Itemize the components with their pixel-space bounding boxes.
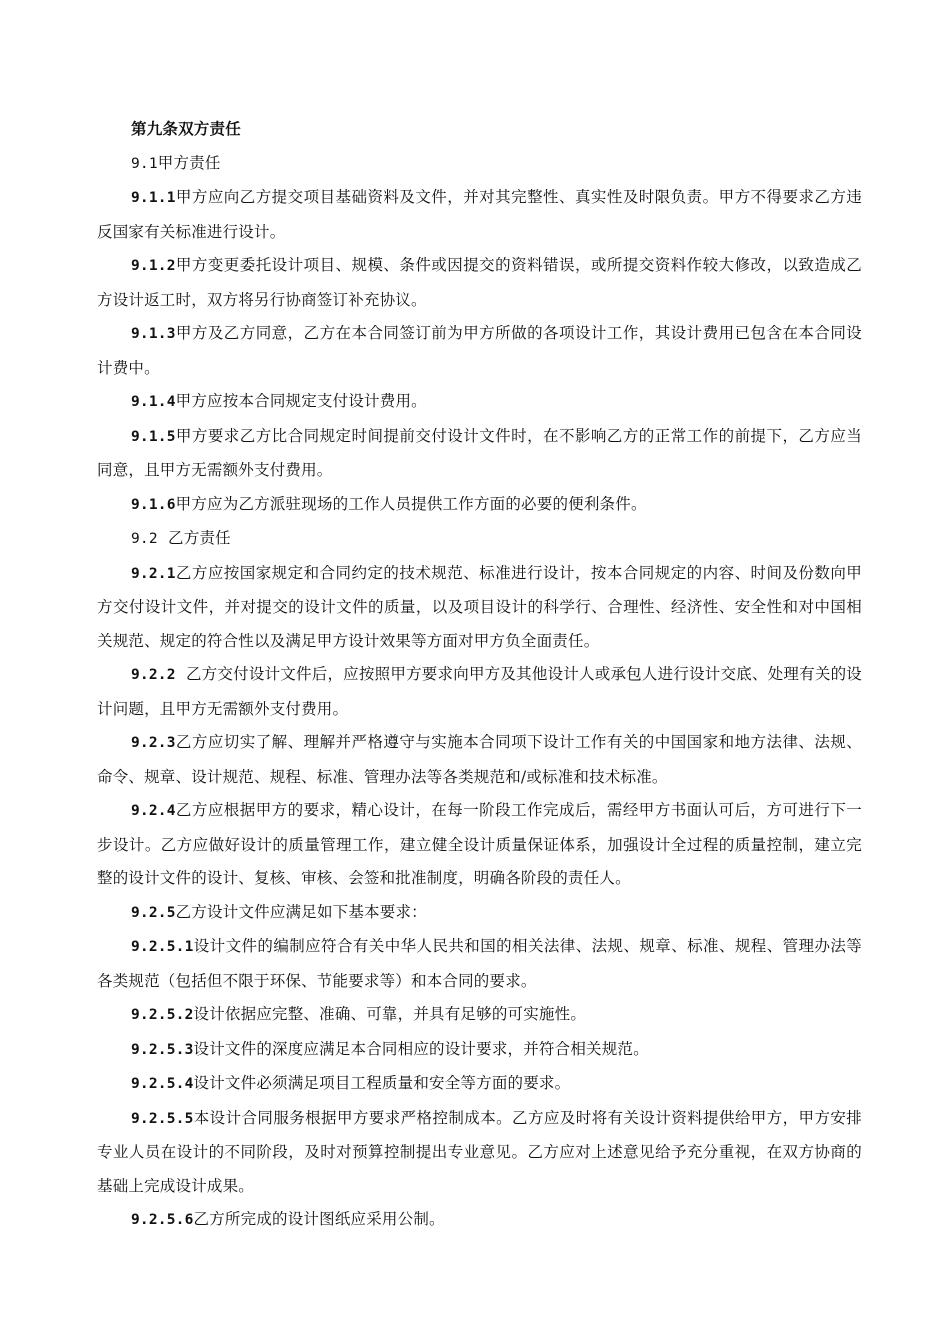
clause-number: 9.1.2	[131, 258, 176, 274]
clause-paragraph	[97, 249, 862, 317]
clause-number: 9.2.5	[131, 904, 176, 921]
clause-paragraph	[97, 1203, 862, 1238]
clause-number: 9.2.5.6	[131, 1212, 194, 1228]
clause-paragraph	[97, 658, 862, 726]
clause-number: 9.2.5.4	[131, 1076, 194, 1092]
clause-text: 设计文件的深度应满足本合同相应的设计要求，并符合相关规范。	[193, 1039, 649, 1058]
clause-paragraph	[97, 488, 862, 523]
clause-number: 9.2.5.2	[131, 1007, 194, 1023]
clause-paragraph	[97, 147, 862, 182]
clause-paragraph	[97, 557, 862, 659]
clause-text: 设计依据应完整、准确、可靠，并具有足够的可实施性。	[193, 1005, 587, 1023]
clause-paragraph	[97, 420, 862, 488]
section-heading: 第九条双方责任	[131, 120, 241, 138]
clause-number: 9.1.3	[131, 326, 176, 342]
clause-paragraph	[97, 317, 862, 385]
clause-text: 甲方变更委托设计项目、规模、条件或因提交的资料错误，或所提交资料作较大修改，以致造成乙方设计返工时，双方将另行协商签订补充协议。	[97, 256, 862, 309]
clause-paragraph	[97, 1102, 862, 1204]
clause-paragraph	[97, 385, 862, 420]
clause-paragraph	[97, 726, 862, 794]
clause-text: 甲方应向乙方提交项目基础资料及文件，并对其完整性、真实性及时限负责。甲方不得要求乙方违反国家有关标准进行设计。	[97, 188, 862, 241]
clause-paragraph	[97, 1033, 862, 1068]
clause-text: 乙方应根据甲方的要求，精心设计，在每一阶段工作完成后，需经甲方书面认可后，方可进行下一步设计。乙方应做好设计的质量管理工作，建立健全设计质量保证体系，加强设计全过程的质量控制，建立完整的设计文件的设计、复核、审核、会签和批准制度，明确各阶段的责任人。	[97, 801, 862, 887]
clause-text: 乙方应切实了解、理解并严格遵守与实施本合同项下设计工作有关的中国国家和地方法律、法规、命令、规章、设计规范、规程、标准、管理办法等各类规范和/或标准和技术标准。	[97, 733, 862, 786]
clause-text: 设计文件必须满足项目工程质量和安全等方面的要求。	[193, 1074, 571, 1092]
clause-text: 乙方责任	[157, 529, 231, 547]
clause-number: 9.2.5.1	[131, 939, 194, 955]
clause-paragraph	[97, 930, 862, 998]
clause-text: 甲方责任	[157, 153, 221, 172]
clause-text: 甲方应为乙方派驻现场的工作人员提供工作方面的必要的便利条件。	[175, 494, 647, 513]
clause-number: 9.1	[131, 155, 158, 172]
clause-text: 乙方设计文件应满足如下基本要求：	[175, 902, 427, 921]
clause-text: 设计文件的编制应符合有关中华人民共和国的相关法律、法规、规章、标准、规程、管理办法等各类规范（包括但不限于环保、节能要求等）和本合同的要求。	[97, 937, 862, 990]
clause-number: 9.2.5.3	[131, 1041, 194, 1058]
clause-number: 9.2.5.5	[131, 1110, 194, 1127]
clause-paragraph	[97, 998, 862, 1033]
clause-paragraph	[97, 181, 862, 249]
clause-text: 乙方交付设计文件后，应按照甲方要求向甲方及其他设计人或承包人进行设计交底、处理有关的设计问题，且甲方无需额外支付费用。	[97, 665, 862, 718]
clause-number: 9.1.5	[131, 428, 176, 445]
clause-paragraph	[97, 794, 862, 896]
clause-number: 9.2.4	[131, 803, 176, 819]
document-body	[97, 113, 862, 1238]
clause-number: 9.2	[131, 531, 158, 547]
clause-number: 9.1.6	[131, 496, 176, 513]
clause-number: 9.2.2	[131, 667, 176, 683]
clause-number: 9.1.1	[131, 190, 176, 206]
clause-paragraph	[97, 1067, 862, 1102]
clause-text: 甲方及乙方同意，乙方在本合同签订前为甲方所做的各项设计工作，其设计费用已包含在本合同设计费中。	[97, 324, 862, 377]
clause-number: 9.1.4	[131, 394, 176, 410]
clause-paragraph	[97, 896, 862, 931]
clause-paragraph	[97, 522, 862, 557]
clause-number: 9.2.3	[131, 735, 176, 751]
clause-text: 甲方要求乙方比合同规定时间提前交付设计文件时，在不影响乙方的正常工作的前提下，乙方应当同意，且甲方无需额外支付费用。	[97, 426, 862, 479]
paragraph-list	[97, 147, 862, 1238]
clause-text: 甲方应按本合同规定支付设计费用。	[175, 392, 427, 410]
clause-text: 乙方所完成的设计图纸应采用公制。	[193, 1210, 445, 1228]
clause-number: 9.2.1	[131, 565, 176, 582]
clause-text: 本设计合同服务根据甲方要求严格控制成本。乙方应及时将有关设计资料提供给甲方，甲方安排专业人员在设计的不同阶段，及时对预算控制提出专业意见。乙方应对上述意见给予充分重视，在双方协商的基础上完成设计成果。	[97, 1108, 862, 1195]
clause-text: 乙方应按国家规定和合同约定的技术规范、标准进行设计，按本合同规定的内容、时间及份数向甲方交付设计文件，并对提交的设计文件的质量，以及项目设计的科学行、合理性、经济性、安全性和对中国相关规范、规定的符合性以及满足甲方设计效果等方面对甲方负全面责任。	[97, 563, 862, 650]
